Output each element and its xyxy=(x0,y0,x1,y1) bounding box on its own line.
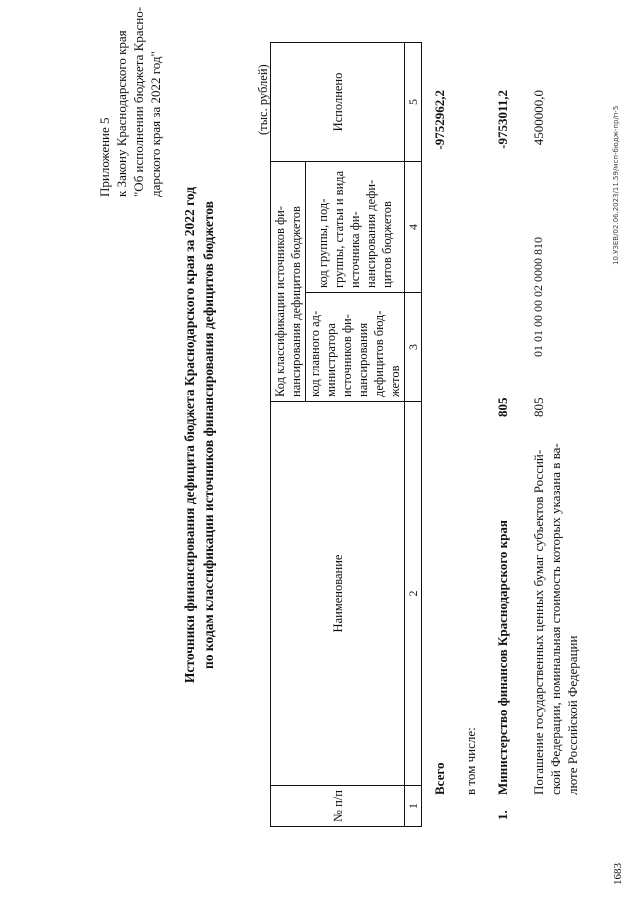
appendix-line-1: Приложение 5 xyxy=(97,117,112,197)
including-label: в том числе: xyxy=(463,727,478,795)
ministry-row-number: 1. xyxy=(495,810,510,820)
header-name: Наименование xyxy=(271,402,405,786)
ministry-row-name: Министерство финансов Краснодарского края xyxy=(495,520,510,795)
page-number: 1683 xyxy=(612,863,624,885)
appendix-line-2: к Закону Краснодарского края xyxy=(114,30,129,197)
header-source-code: код группы, под- группы, статьи и вида источника фи- нансирования дефи- цитов бюджетов xyxy=(306,162,405,293)
repayment-row-source-code: 01 01 00 00 02 0000 810 xyxy=(531,237,545,357)
document-title xyxy=(180,95,218,775)
ministry-row-amount: -9753011,2 xyxy=(495,90,510,149)
column-number-2: 2 xyxy=(405,402,422,786)
document-stamp: 10.УЗЕВ/02.06.2023/11.59/мсп-бюдж-пр/п-5 xyxy=(612,105,620,265)
header-code-group: Код классификации источников фи- нансирования дефицитов бюджетов xyxy=(271,162,306,402)
table-header-row-1 xyxy=(271,43,306,827)
header-executed: Исполнено xyxy=(271,43,405,162)
units-label: (тыс. рублей) xyxy=(256,64,270,135)
sources-table xyxy=(270,42,422,827)
column-number-5: 5 xyxy=(405,43,422,162)
appendix-line-3: "Об исполнении бюджета Красно- xyxy=(131,6,146,197)
total-label: Всего xyxy=(432,762,447,795)
column-number-1: 1 xyxy=(405,786,422,827)
header-num: № п/п xyxy=(271,786,405,827)
table-column-numbers-row xyxy=(405,43,422,827)
title-line-1: Источники финансирования дефицита бюджета Краснодарского края за 2022 год xyxy=(182,186,197,684)
column-number-3: 3 xyxy=(405,293,422,402)
repayment-row-admin-code: 805 xyxy=(531,397,546,417)
appendix-line-4: дарского края за 2022 год" xyxy=(148,51,163,197)
column-number-4: 4 xyxy=(405,162,422,293)
repayment-row-amount: 4500000,0 xyxy=(531,90,546,146)
title-line-2: по кодам классификации источников финансирования дефицитов бюджетов xyxy=(201,201,216,669)
ministry-row-admin-code: 805 xyxy=(495,397,510,417)
header-admin-code: код главного ад- министратора источников фи- нансирования дефицитов бюд- жетов xyxy=(306,293,405,402)
total-amount: -9752962,2 xyxy=(432,90,447,150)
repayment-row-name: Погашение государственных ценных бумаг субъектов Россий- ской Федерации, номинальная стоимость которых указана в ва- люте Российской Федерации xyxy=(531,443,580,795)
appendix-block xyxy=(96,0,164,197)
